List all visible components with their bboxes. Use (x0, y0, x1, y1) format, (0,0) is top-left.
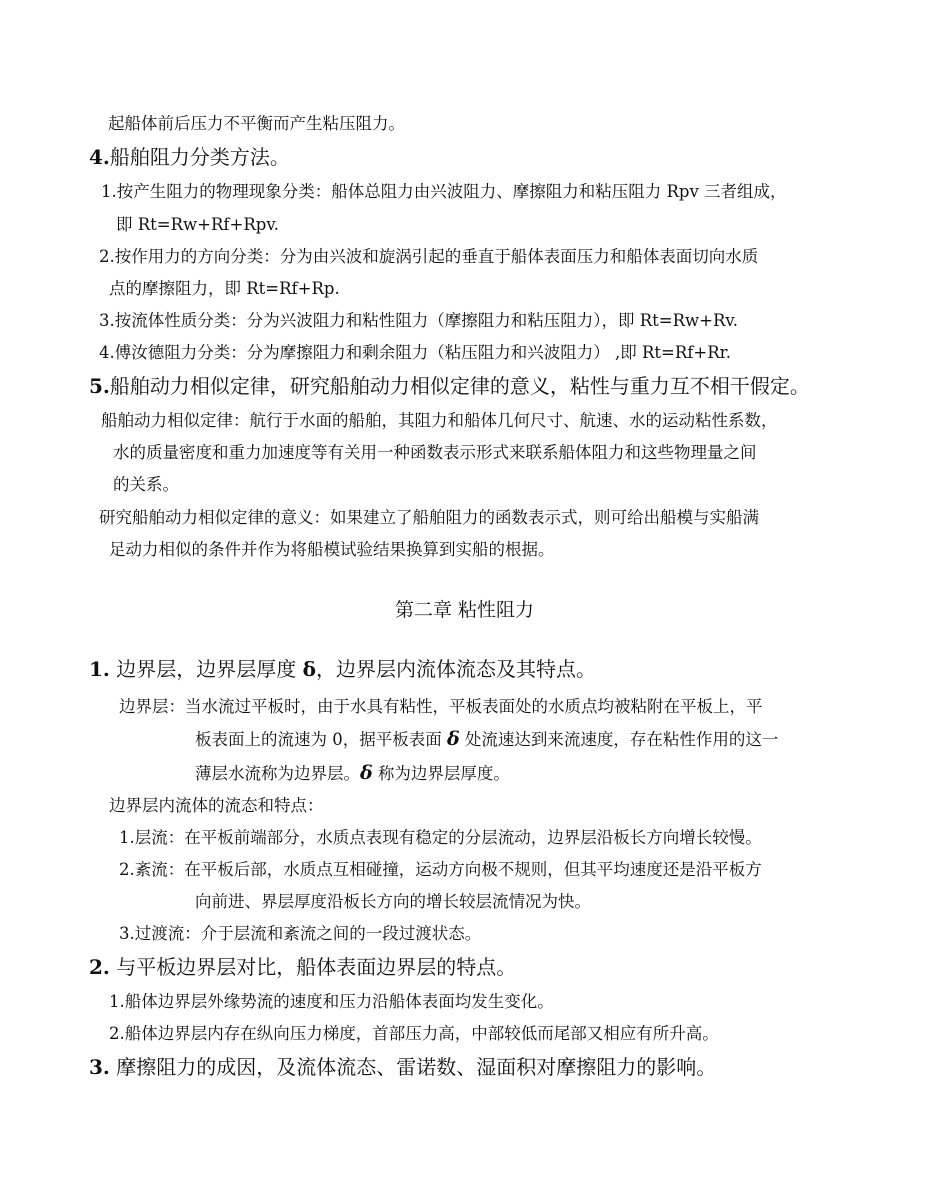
heading-text: 船舶阻力分类方法。 (109, 145, 290, 169)
text-line: 的关系。 (113, 475, 179, 494)
text-segment: 处流速达到来流速度，存在粘性作用的这一 (459, 730, 779, 749)
heading-number: 3. (89, 1055, 110, 1079)
heading-number: 4. (89, 145, 110, 169)
text-line: 2.紊流：在平板后部，水质点互相碰撞，运动方向极不规则，但其平均速度还是沿平板方 (119, 860, 762, 879)
heading-number: 1. (89, 657, 110, 681)
question-heading-1 (89, 655, 596, 683)
text-line: 1.层流：在平板前端部分，水质点表现有稳定的分层流动，边界层沿板长方向增长较慢。 (119, 828, 762, 847)
text-line: 足动力相似的条件并作为将船模试验结果换算到实船的根据。 (109, 540, 555, 559)
question-heading-2 (89, 953, 516, 981)
heading-text-continued: ，边界层内流体流态及其特点。 (315, 657, 596, 681)
question-heading-3 (89, 1053, 716, 1081)
delta-symbol: δ (302, 657, 316, 681)
section-heading-4 (89, 143, 290, 171)
chapter-title: 第二章 粘性阻力 (395, 599, 535, 621)
heading-number: 2. (89, 955, 110, 979)
text-line: 点的摩擦阻力，即 Rt=Rf+Rp. (109, 279, 340, 298)
heading-number: 5. (89, 374, 110, 398)
delta-symbol: δ (360, 762, 373, 784)
text-line: 边界层：当水流过平板时，由于水具有粘性，平板表面处的水质点均被粘附在平板上，平 (119, 697, 763, 716)
text-line: 起船体前后压力不平衡而产生粘压阻力。 (108, 114, 405, 133)
text-line: 4.傅汝德阻力分类：分为摩擦阻力和剩余阻力（粘压阻力和兴波阻力） ,即 Rt=Rf+Rr. (99, 343, 731, 362)
text-line: 3.按流体性质分类：分为兴波阻力和粘性阻力（摩擦阻力和粘压阻力），即 Rt=Rw+Rv. (99, 311, 739, 330)
text-line: 边界层内流体的流态和特点： (109, 796, 324, 815)
text-line: 研究船舶动力相似定律的意义：如果建立了船舶阻力的函数表示式，则可给出船模与实船满 (99, 508, 759, 527)
text-segment: 称为边界层厚度。 (372, 764, 510, 783)
text-line (195, 727, 778, 752)
text-line: 2.船体边界层内存在纵向压力梯度，首部压力高，中部较低而尾部又相应有所升高。 (109, 1024, 719, 1043)
text-line: 水的质量密度和重力加速度等有关用一种函数表示形式来联系船体阻力和这些物理量之间 (113, 443, 757, 462)
text-segment: 薄层水流称为边界层。 (195, 764, 360, 783)
heading-text: 摩擦阻力的成因，及流体流态、雷诺数、湿面积对摩擦阻力的影响。 (109, 1055, 717, 1079)
text-line (195, 761, 510, 786)
heading-text: 边界层，边界层厚度 (109, 657, 303, 681)
heading-text: 与平板边界层对比，船体表面边界层的特点。 (109, 955, 517, 979)
section-heading-5 (89, 372, 810, 400)
heading-text: 船舶动力相似定律，研究船舶动力相似定律的意义，粘性与重力互不相干假定。 (109, 374, 810, 398)
text-line: 1.船体边界层外缘势流的速度和压力沿船体表面均发生变化。 (109, 992, 554, 1011)
text-segment: 板表面上的流速为 0，据平板表面 (195, 730, 447, 749)
text-line: 即 Rt=Rw+Rf+Rpv. (116, 215, 279, 234)
text-line: 1.按产生阻力的物理现象分类：船体总阻力由兴波阻力、摩擦阻力和粘压阻力 Rpv 三者组成， (101, 182, 787, 201)
delta-symbol: δ (447, 728, 460, 750)
text-line: 3.过渡流：介于层流和紊流之间的一段过渡状态。 (119, 924, 482, 943)
text-line: 船舶动力相似定律：航行于水面的船舶，其阻力和船体几何尺寸、航速、水的运动粘性系数， (101, 411, 778, 430)
text-line: 向前进、界层厚度沿板长方向的增长较层流情况为快。 (195, 892, 591, 911)
text-line: 2.按作用力的方向分类：分为由兴波和旋涡引起的垂直于船体表面压力和船体表面切向水质 (99, 247, 759, 266)
